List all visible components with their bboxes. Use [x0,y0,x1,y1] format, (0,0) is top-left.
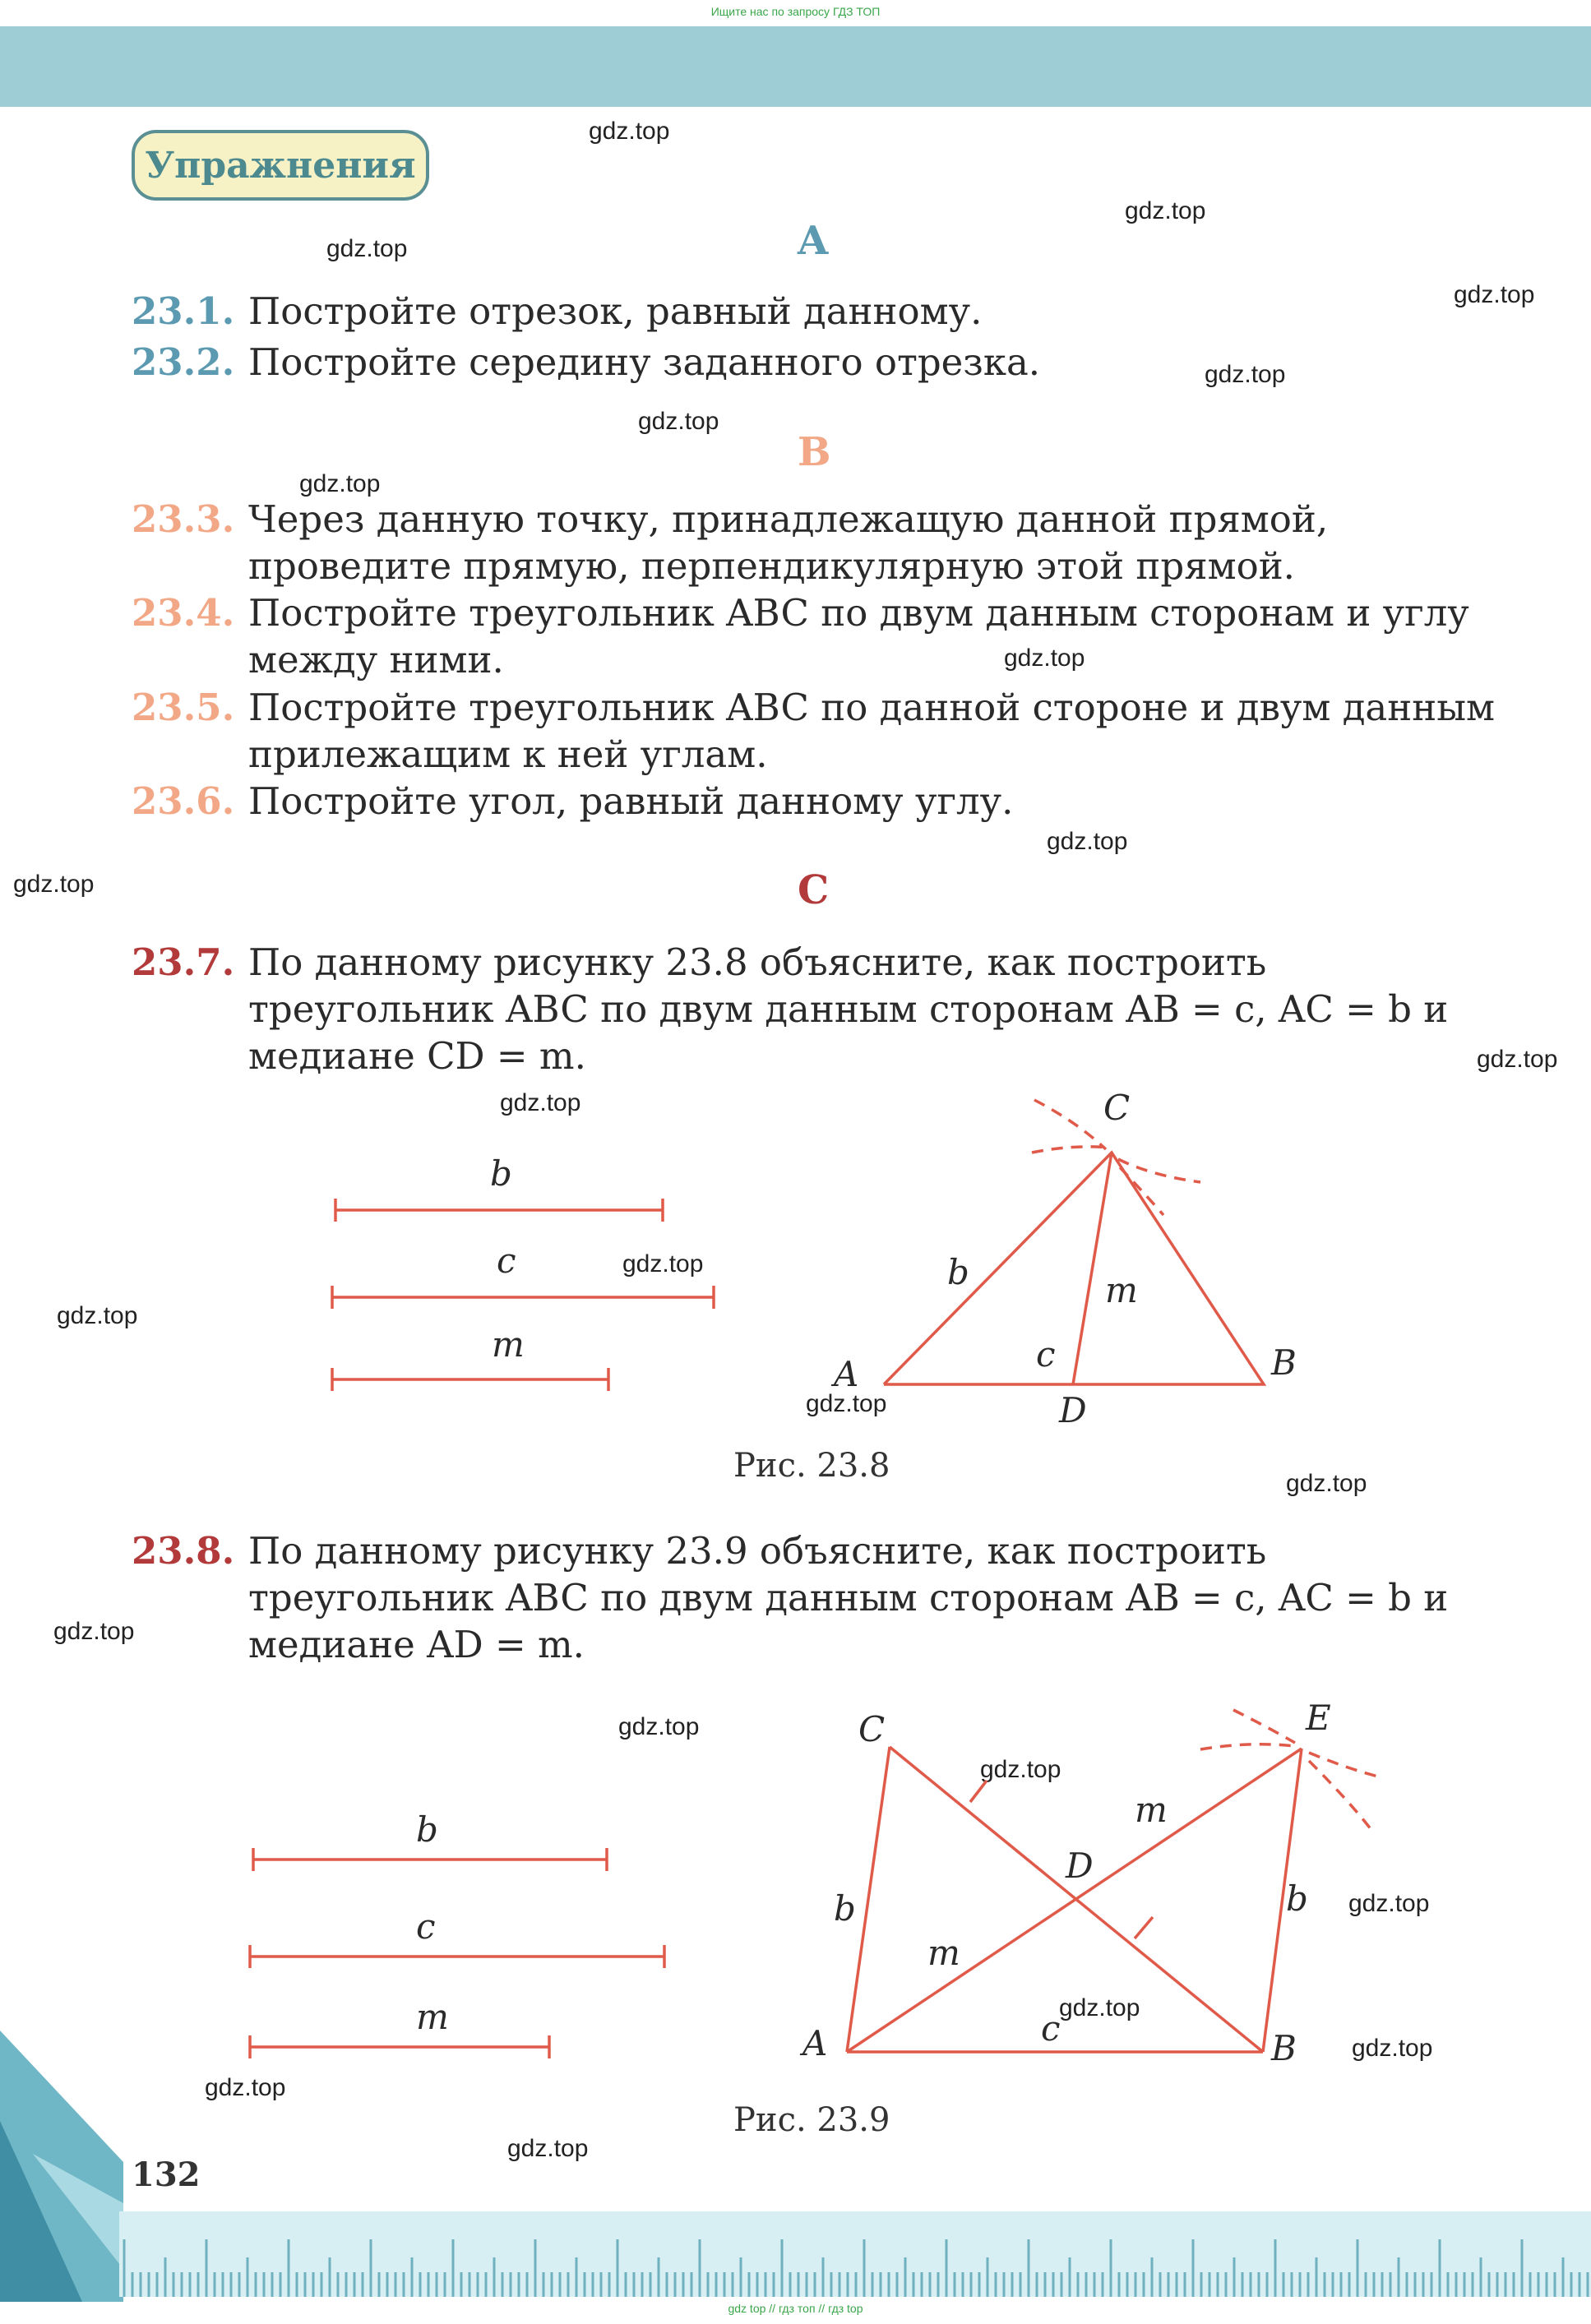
equal-mark [1135,1917,1153,1938]
corner-decoration [0,2022,132,2302]
construction-arc [1034,1100,1106,1149]
construction-arc [1200,1744,1295,1749]
watermark: gdz.top [618,1713,700,1740]
exercise-23-4 [132,589,1496,683]
segment-label: c [416,1906,436,1947]
exercise-23-8 [132,1527,1496,1668]
exercise-number: 23.7. [132,940,235,984]
watermark: gdz.top [500,1089,581,1116]
exercise-number: 23.3. [132,497,235,541]
construction-arc [1233,1710,1295,1743]
point-label: D [1059,1390,1087,1430]
exercise-text: Через данную точку, принадлежащую данной прямой, проведите прямую, перпендикулярную этой прямой. [248,497,1329,588]
point-label: C [858,1709,886,1749]
line-ae [847,1749,1302,2052]
exercise-23-5 [132,684,1496,778]
watermark: gdz.top [1059,1994,1140,2021]
watermark: gdz.top [622,1250,704,1278]
watermark: gdz.top [980,1756,1061,1783]
watermark: gdz.top [205,2074,286,2101]
page-number: 132 [132,2155,201,2194]
section-title: Упражнения [145,144,416,187]
watermark: gdz.top [806,1390,887,1417]
side-label: m [927,1933,960,1973]
exercise-23-1 [132,288,1496,335]
segment-label: b [416,1809,438,1850]
exercise-number: 23.1. [132,289,235,333]
ruler-strip [119,2211,1591,2297]
exercise-text: Постройте отрезок, равный данному. [248,289,983,333]
point-label: A [834,1354,859,1394]
watermark: gdz.top [326,235,408,262]
watermark: gdz.top [1004,645,1085,672]
exercise-number: 23.4. [132,591,235,635]
top-note: Ищите нас по запросу ГДЗ ТОП [710,5,881,18]
watermark: gdz.top [1352,2035,1433,2062]
watermark: gdz.top [1125,197,1206,224]
equal-mark [970,1781,987,1802]
construction-arc [1309,1753,1381,1777]
exercise-23-7 [132,939,1496,1079]
watermark: gdz.top [1047,828,1128,855]
exercise-number: 23.5. [132,686,235,729]
side-label: m [1105,1270,1138,1310]
exercise-text: Постройте треугольник ABC по двум данным сторонам и углу между ними. [248,591,1469,681]
exercise-23-2 [132,339,1496,386]
figure-23-9 [0,1693,1591,2080]
construction-arc [1032,1147,1110,1153]
watermark: gdz.top [1454,281,1535,308]
side-label: c [1036,1334,1056,1375]
side-label: c [1041,2008,1061,2049]
section-badge [132,130,429,201]
side-label: b [834,1888,856,1929]
level-a-heading: A [798,218,829,264]
watermark: gdz.top [53,1618,135,1645]
exercise-text: По данному рисунку 23.8 объясните, как построить треугольник ABC по двум данным сторонам AB = c, AC = b и медиане CD = m. [248,940,1449,1078]
watermark: gdz.top [299,470,381,497]
watermark: gdz.top [1348,1890,1430,1917]
exercise-number: 23.8. [132,1529,235,1573]
point-label: B [1271,1342,1297,1383]
construction-arc [1309,1761,1371,1830]
level-b-heading: B [798,429,831,475]
figure-23-8 [0,1085,1591,1430]
watermark: gdz.top [638,408,719,435]
segment-label: m [416,1997,449,2037]
watermark: gdz.top [507,2135,589,2162]
point-label: C [1103,1088,1131,1128]
exercise-23-6 [132,778,1496,825]
side-label: m [1135,1790,1168,1830]
exercise-23-3 [132,496,1496,589]
exercise-number: 23.2. [132,340,235,384]
figure-caption: Рис. 23.8 [733,1447,890,1485]
header-band [0,26,1591,107]
point-label: A [802,2023,828,2063]
watermark: gdz.top [13,871,95,898]
segment-label: b [490,1153,512,1194]
watermark: gdz.top [1205,361,1286,388]
point-label: E [1306,1698,1331,1738]
exercise-text: По данному рисунку 23.9 объясните, как построить треугольник ABC по двум данным сторонам AB = c, AC = b и медиане AD = m. [248,1529,1449,1666]
footer-note: gdz top // гдз топ // гдз top [728,2302,863,2315]
point-label: B [1271,2028,1297,2068]
segment-label: m [492,1324,525,1365]
watermark: gdz.top [1477,1046,1558,1073]
point-label: D [1066,1846,1094,1886]
triangle-abc [884,1153,1264,1384]
side-label: b [1286,1878,1308,1919]
side-label: b [947,1252,969,1292]
exercise-number: 23.6. [132,779,235,823]
watermark: gdz.top [1286,1470,1367,1497]
exercise-text: Постройте треугольник ABC по данной стороне и двум данным прилежащим к ней углам. [248,686,1496,776]
exercise-text: Постройте середину заданного отрезка. [248,340,1041,384]
construction-arc [1118,1159,1200,1182]
watermark: gdz.top [589,118,670,145]
level-c-heading: C [798,867,830,913]
exercise-text: Постройте угол, равный данному углу. [248,779,1014,823]
watermark: gdz.top [57,1302,138,1329]
segment-label: c [497,1241,516,1281]
figure-caption: Рис. 23.9 [733,2101,890,2139]
